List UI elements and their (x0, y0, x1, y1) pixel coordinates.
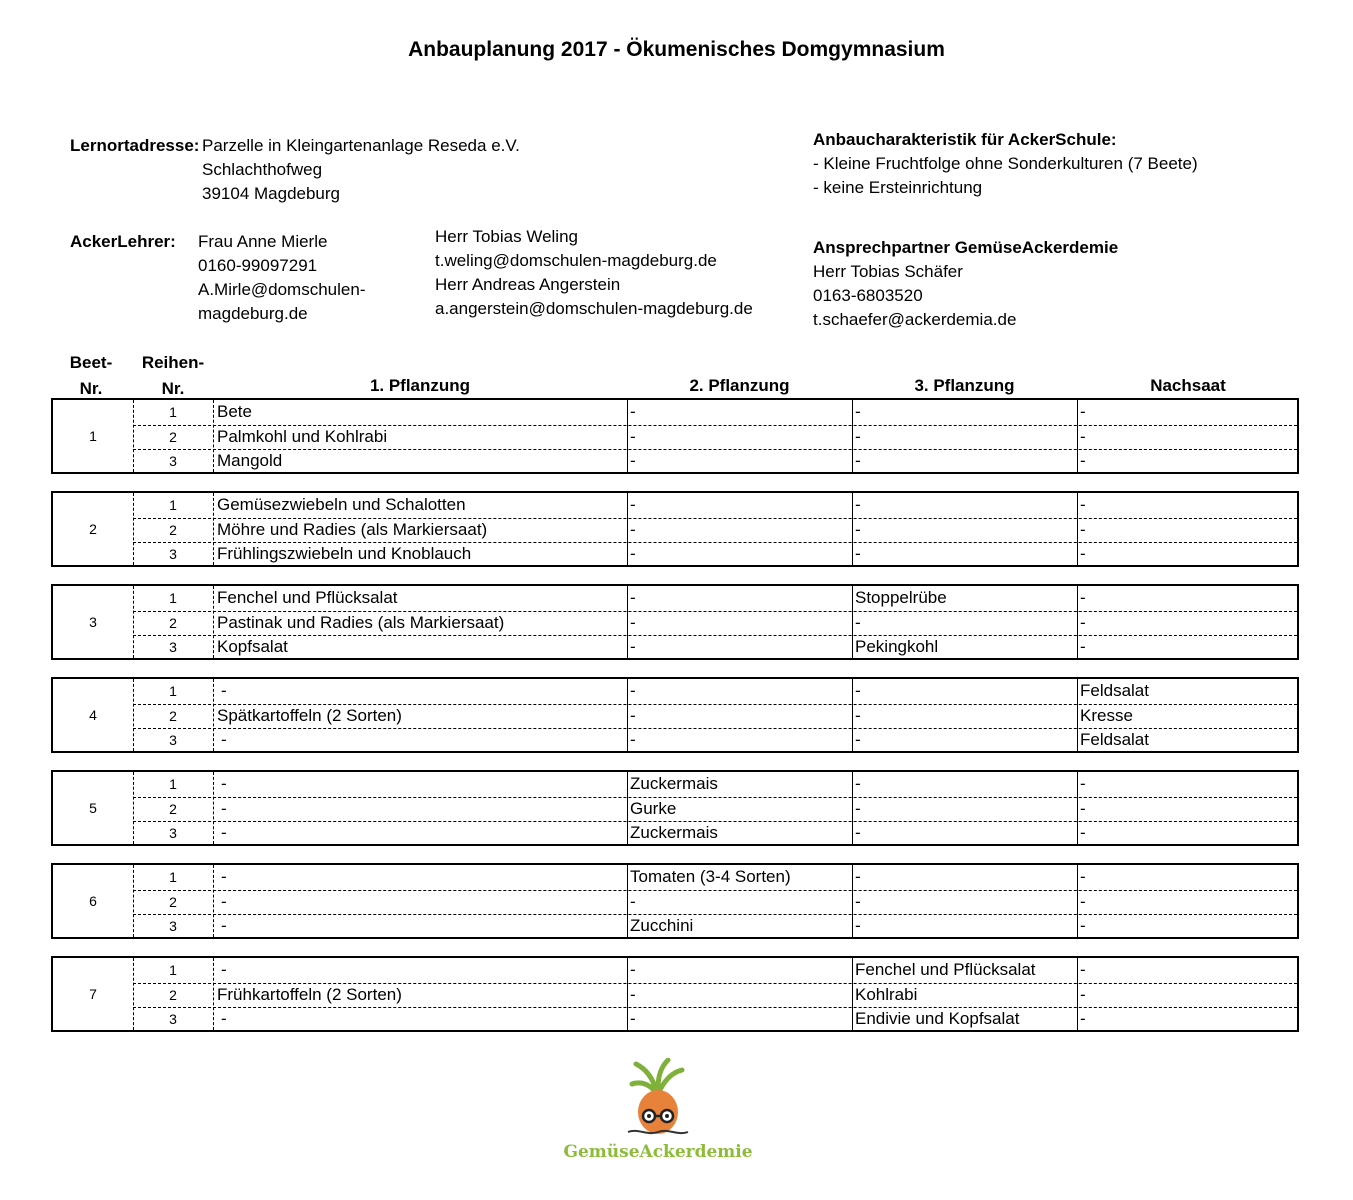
planting-2-cell: - (630, 588, 636, 607)
planting-1-cell: Möhre und Radies (als Markiersaat) (217, 519, 488, 539)
contact-line: 0163-6803520 (813, 286, 923, 305)
planting-1-cell: Palmkohl und Kohlrabi (217, 426, 388, 446)
location-lines (202, 134, 520, 206)
column-divider (1077, 493, 1078, 565)
row-number: 2 (169, 614, 177, 631)
row-number: 3 (169, 732, 177, 748)
planting-2-cell: Zucchini (630, 916, 694, 935)
nachsaat-cell: - (1080, 544, 1086, 563)
column-divider (627, 493, 628, 565)
column-divider (852, 772, 853, 844)
location-line: Schlachthofweg (202, 160, 323, 179)
bed-4 (51, 677, 1299, 753)
teacher-line: a.angerstein@domschulen-magdeburg.de (435, 299, 753, 318)
planting-2-cell: - (630, 544, 636, 563)
planting-3-cell: Fenchel und Pflücksalat (855, 960, 1036, 979)
column-divider (627, 958, 628, 1030)
teacher-line: 0160-99097291 (198, 256, 318, 275)
planting-2-cell: - (630, 891, 636, 911)
planting-1-cell: - (221, 1009, 227, 1028)
contact-block (813, 236, 1118, 332)
column-divider (852, 586, 853, 658)
bed-number: 4 (89, 707, 97, 723)
planting-1-cell: Spätkartoffeln (2 Sorten) (217, 705, 402, 725)
teacher-line: t.weling@domschulen-magdeburg.de (435, 251, 717, 270)
planting-3-cell: - (855, 891, 861, 911)
teacher-line: Herr Andreas Angerstein (435, 275, 621, 294)
nachsaat-cell: - (1080, 984, 1086, 1004)
logo (548, 1058, 768, 1168)
characteristics-line: - keine Ersteinrichtung (813, 178, 983, 197)
planting-1-cell: Frühlingszwiebeln und Knoblauch (217, 544, 472, 563)
planting-3-cell: - (855, 426, 861, 446)
nachsaat-cell: - (1080, 916, 1086, 935)
location-label: Lernortadresse: (70, 136, 200, 155)
planting-2-cell: Tomaten (3-4 Sorten) (630, 867, 791, 886)
nachsaat-cell: - (1080, 588, 1086, 607)
bed-6 (51, 863, 1299, 939)
row-number: 2 (169, 428, 177, 445)
planting-1-cell: - (221, 891, 227, 911)
teacher-line: Frau Anne Mierle (198, 232, 328, 251)
row-number: 3 (169, 1011, 177, 1027)
location-line: Parzelle in Kleingartenanlage Reseda e.V. (202, 136, 520, 155)
nachsaat-cell: - (1080, 495, 1086, 514)
planting-3-cell: - (855, 798, 861, 818)
planting-1-cell: - (221, 681, 227, 700)
nachsaat-cell: - (1080, 960, 1086, 979)
planting-3-cell: - (855, 544, 861, 563)
row-number: 2 (169, 707, 177, 724)
column-divider (1077, 400, 1078, 472)
column-divider (852, 400, 853, 472)
planting-2-cell: - (630, 612, 636, 632)
column-divider (852, 493, 853, 565)
planting-2-cell: - (630, 705, 636, 725)
planting-1-cell: - (221, 823, 227, 842)
row-number: 1 (169, 776, 177, 792)
nachsaat-cell: - (1080, 426, 1086, 446)
column-divider (213, 586, 214, 658)
column-divider (1077, 772, 1078, 844)
nachsaat-cell: - (1080, 612, 1086, 632)
nachsaat-cell: - (1080, 774, 1086, 793)
bed-number: 1 (89, 428, 97, 444)
nachsaat-cell: - (1080, 798, 1086, 818)
planting-2-cell: - (630, 402, 636, 421)
planting-3-cell: - (855, 495, 861, 514)
header-beet (51, 350, 131, 402)
column-divider (627, 679, 628, 751)
nachsaat-cell: - (1080, 823, 1086, 842)
planting-1-cell: - (221, 960, 227, 979)
row-number: 2 (169, 521, 177, 538)
planting-2-cell: - (630, 637, 636, 656)
planting-3-cell: - (855, 774, 861, 793)
planting-3-cell: - (855, 402, 861, 421)
nachsaat-cell: Feldsalat (1080, 681, 1149, 700)
planting-3-cell: - (855, 730, 861, 749)
header-p3: 3. Pflanzung (914, 376, 1015, 395)
planting-1-cell: Gemüsezwiebeln und Schalotten (217, 495, 466, 514)
teachers-block (70, 230, 176, 254)
header-reihen-line2: Nr. (161, 379, 185, 398)
page-title: Anbauplanung 2017 - Ökumenisches Domgymnasium (408, 38, 945, 61)
column-divider (852, 958, 853, 1030)
bed-7 (51, 956, 1299, 1032)
header-p2: 2. Pflanzung (689, 376, 790, 395)
row-number: 1 (169, 497, 177, 513)
column-divider (1077, 586, 1078, 658)
row-number: 1 (169, 869, 177, 885)
planting-2-cell: - (630, 451, 636, 470)
row-number: 2 (169, 893, 177, 910)
column-divider (1077, 958, 1078, 1030)
location-block (70, 134, 199, 158)
header-nachsaat: Nachsaat (1150, 376, 1226, 395)
row-number: 1 (169, 590, 177, 606)
nachsaat-cell: - (1080, 637, 1086, 656)
planting-2-cell: - (630, 984, 636, 1004)
planting-2-cell: - (630, 681, 636, 700)
planting-1-cell: Pastinak und Radies (als Markiersaat) (217, 612, 505, 632)
planting-3-cell: - (855, 519, 861, 539)
bed-3 (51, 584, 1299, 660)
bed-2 (51, 491, 1299, 567)
planting-2-cell: Zuckermais (630, 823, 718, 842)
planting-1-cell: - (221, 730, 227, 749)
bed-number: 3 (89, 614, 97, 630)
planting-2-cell: - (630, 960, 636, 979)
column-divider (1077, 865, 1078, 937)
column-divider (852, 679, 853, 751)
planting-3-cell: - (855, 823, 861, 842)
column-divider (213, 772, 214, 844)
planting-3-cell: Stoppelrübe (855, 588, 947, 607)
characteristics-title: Anbaucharakteristik für AckerSchule: (813, 130, 1117, 149)
column-divider (213, 958, 214, 1030)
logo-text: GemüseAckerdemie (563, 1142, 753, 1162)
bed-number: 6 (89, 893, 97, 909)
column-divider (627, 772, 628, 844)
planting-3-cell: Pekingkohl (855, 637, 939, 656)
nachsaat-cell: Feldsalat (1080, 730, 1149, 749)
teacher-col2 (435, 225, 753, 321)
column-divider (627, 400, 628, 472)
row-number: 1 (169, 962, 177, 978)
column-divider (627, 865, 628, 937)
planting-1-cell: Frühkartoffeln (2 Sorten) (217, 984, 402, 1004)
contact-title: Ansprechpartner GemüseAckerdemie (813, 238, 1119, 257)
planting-2-cell: - (630, 1009, 636, 1028)
header-p1: 1. Pflanzung (369, 376, 471, 395)
column-divider (213, 679, 214, 751)
location-line: 39104 Magdeburg (202, 184, 341, 203)
nachsaat-cell: - (1080, 891, 1086, 911)
characteristics-line: - Kleine Fruchtfolge ohne Sonderkulturen (7 Beete) (813, 154, 1198, 173)
bed-5 (51, 770, 1299, 846)
planting-2-cell: - (630, 730, 636, 749)
row-number: 2 (169, 800, 177, 817)
planting-1-cell: Kopfsalat (217, 637, 288, 656)
teacher-col1 (198, 230, 365, 326)
nachsaat-cell: Kresse (1080, 705, 1133, 725)
teacher-line: A.Mirle@domschulen- (198, 280, 366, 299)
header-reihen-line1: Reihen- (141, 353, 205, 372)
row-number: 1 (169, 683, 177, 699)
header-reihen (133, 350, 213, 402)
planting-1-cell: - (221, 867, 227, 886)
planting-2-cell: - (630, 519, 636, 539)
planting-3-cell: - (855, 916, 861, 935)
characteristics-block (813, 128, 1198, 200)
carrot-with-glasses-icon (548, 1058, 768, 1142)
teacher-line: Herr Tobias Weling (435, 227, 578, 246)
row-number: 3 (169, 918, 177, 934)
row-number: 3 (169, 453, 177, 469)
row-number: 3 (169, 825, 177, 841)
planting-3-cell: - (855, 705, 861, 725)
planting-3-cell: - (855, 867, 861, 886)
bed-number: 2 (89, 521, 97, 537)
teacher-line: magdeburg.de (198, 304, 308, 323)
column-divider (213, 865, 214, 937)
planting-3-cell: - (855, 681, 861, 700)
planting-2-cell: - (630, 426, 636, 446)
planting-2-cell: - (630, 495, 636, 514)
planting-1-cell: - (221, 774, 227, 793)
planting-2-cell: Zuckermais (630, 774, 718, 793)
nachsaat-cell: - (1080, 867, 1086, 886)
planting-3-cell: - (855, 612, 861, 632)
column-divider (213, 493, 214, 565)
nachsaat-cell: - (1080, 451, 1086, 470)
bed-1 (51, 398, 1299, 474)
nachsaat-cell: - (1080, 1009, 1086, 1028)
planting-1-cell: Mangold (217, 451, 283, 470)
column-divider (852, 865, 853, 937)
contact-line: t.schaefer@ackerdemia.de (813, 310, 1017, 329)
planting-3-cell: Kohlrabi (855, 984, 918, 1004)
header-beet-line1: Beet- (69, 353, 113, 372)
column-divider (627, 586, 628, 658)
planting-1-cell: Bete (217, 402, 252, 421)
row-number: 1 (169, 404, 177, 420)
bed-number: 5 (89, 800, 97, 816)
header-beet-line2: Nr. (79, 379, 103, 398)
row-number: 3 (169, 546, 177, 562)
nachsaat-cell: - (1080, 402, 1086, 421)
column-divider (213, 400, 214, 472)
planting-3-cell: - (855, 451, 861, 470)
planting-1-cell: Fenchel und Pflücksalat (217, 588, 398, 607)
row-number: 3 (169, 639, 177, 655)
planting-1-cell: - (221, 916, 227, 935)
teachers-label: AckerLehrer: (70, 232, 176, 251)
row-number: 2 (169, 986, 177, 1003)
contact-line: Herr Tobias Schäfer (813, 262, 963, 281)
column-divider (1077, 679, 1078, 751)
planting-3-cell: Endivie und Kopfsalat (855, 1009, 1020, 1028)
planting-2-cell: Gurke (630, 798, 677, 818)
nachsaat-cell: - (1080, 519, 1086, 539)
bed-number: 7 (89, 986, 97, 1002)
planting-1-cell: - (221, 798, 227, 818)
